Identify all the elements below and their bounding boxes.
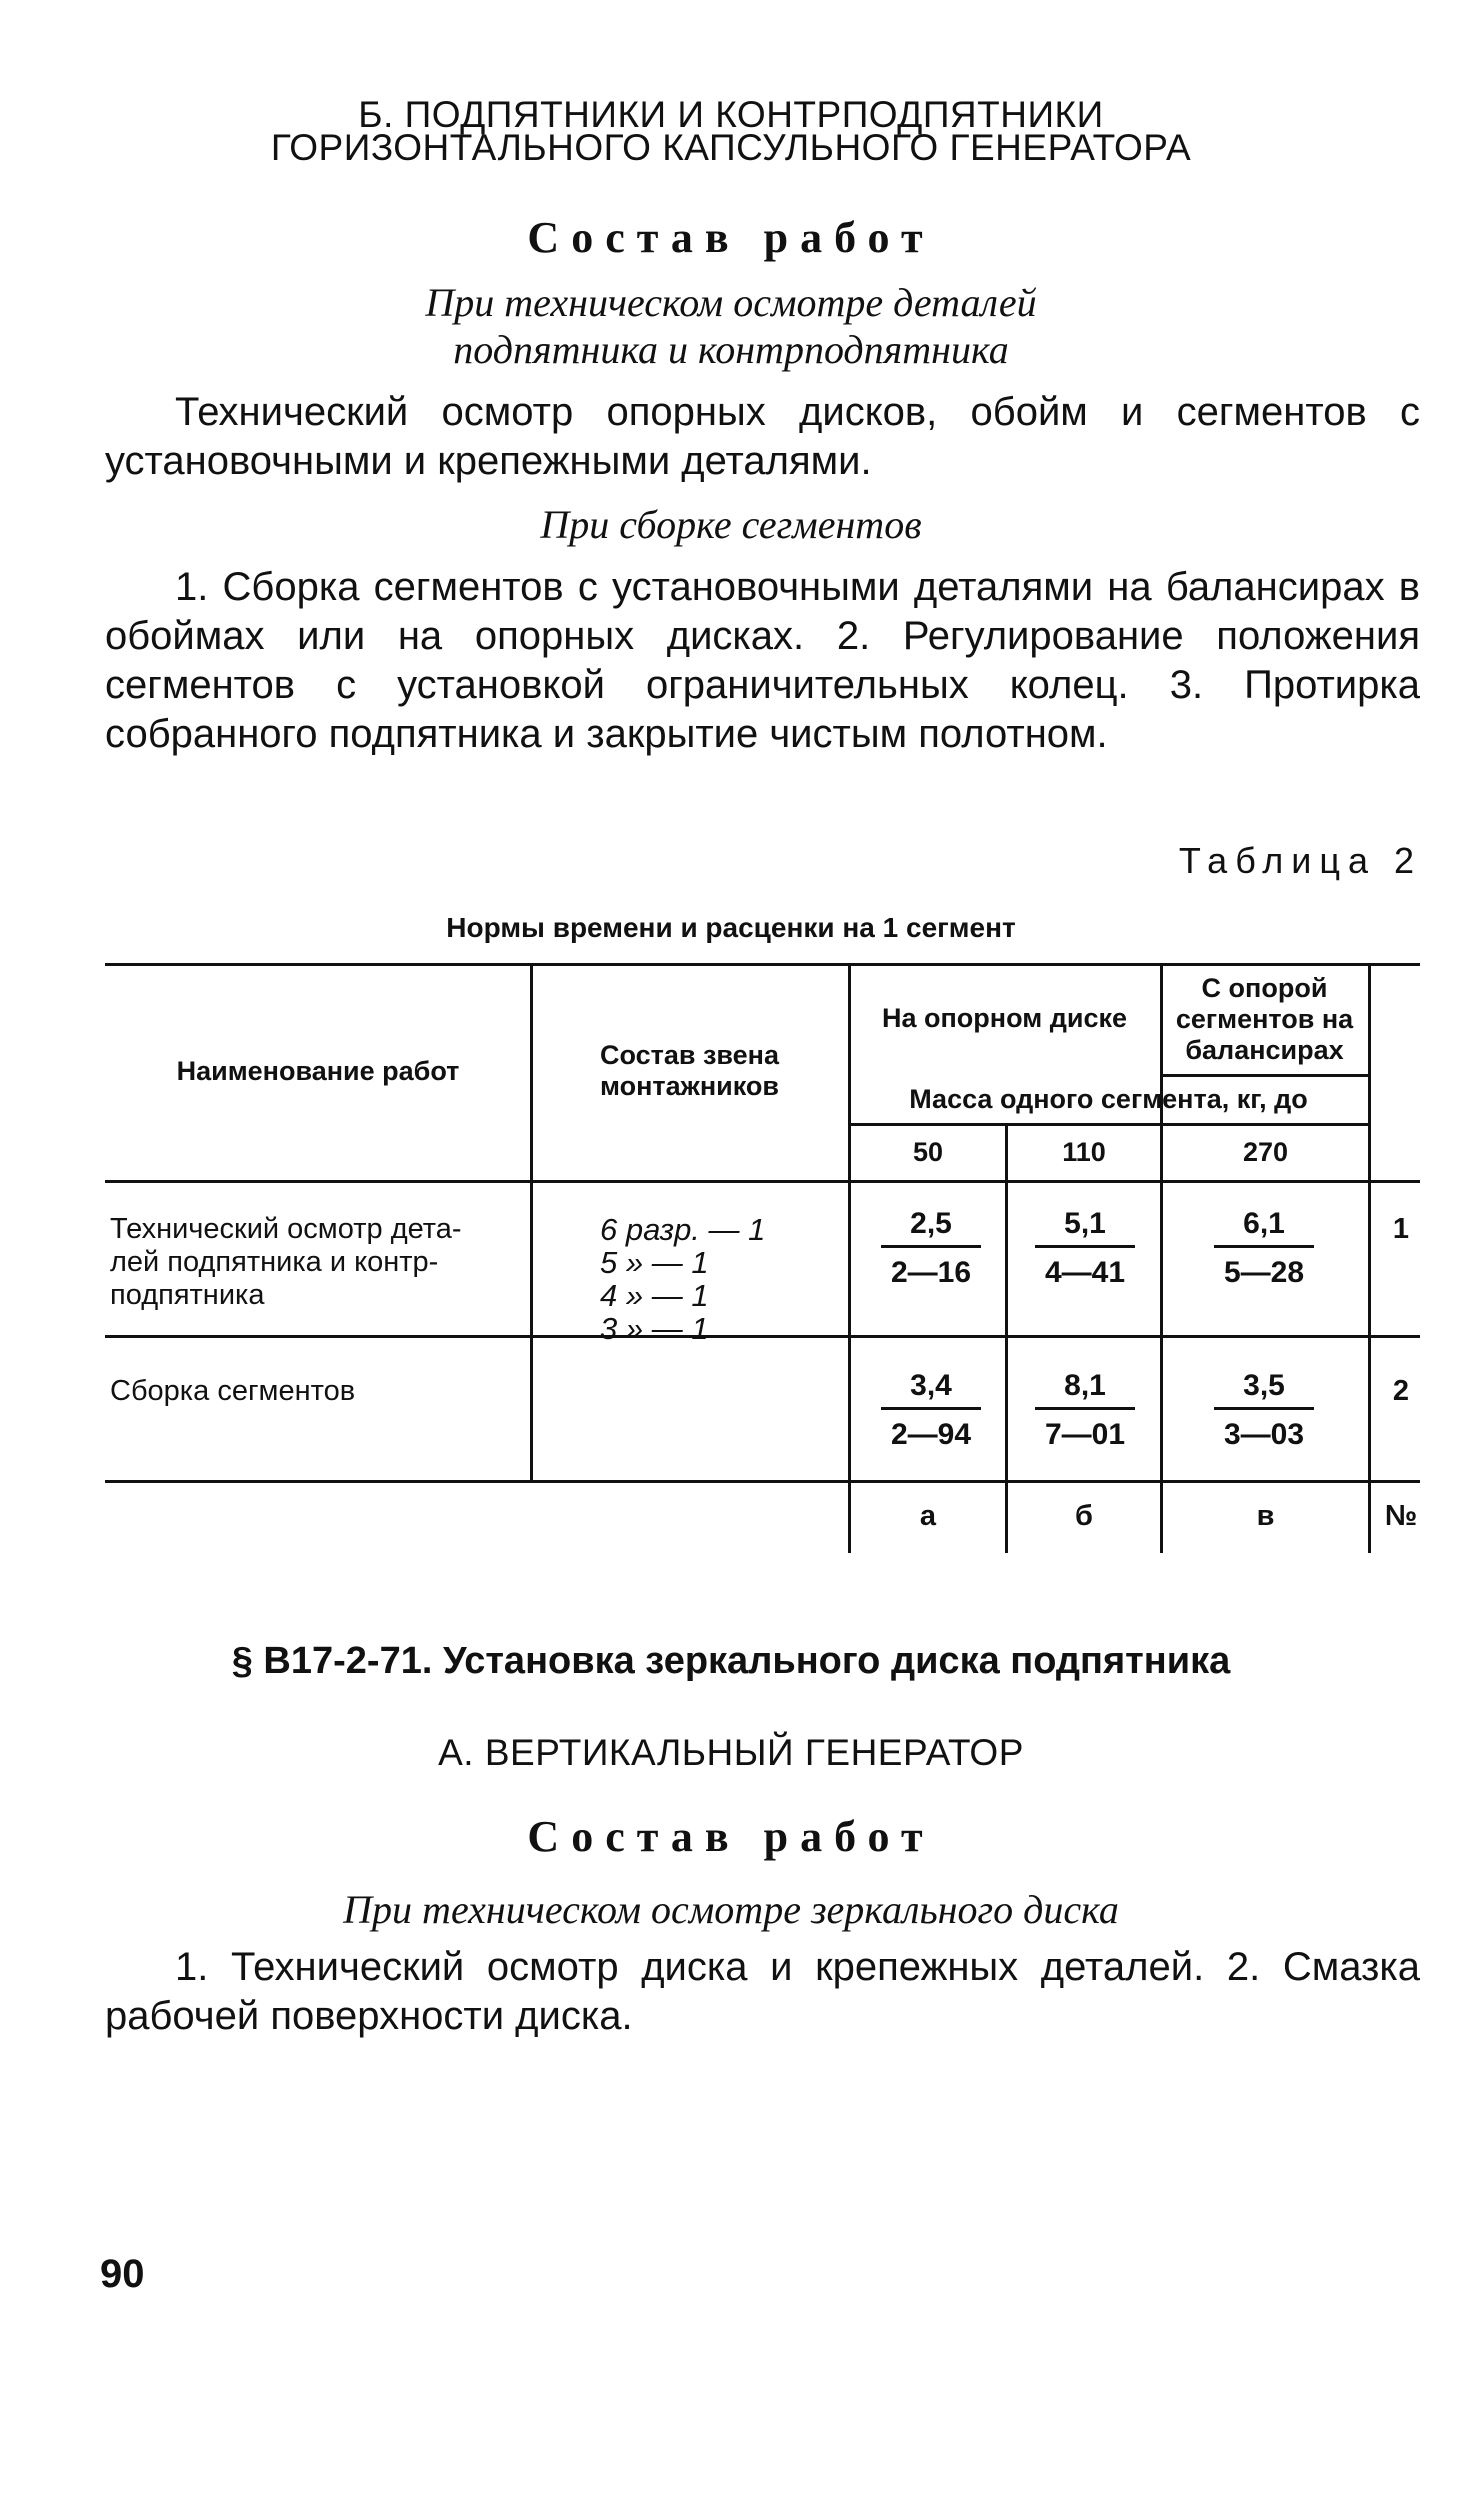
header-crew-line2: монтажников <box>600 1071 779 1101</box>
row2-c-time: 3,5 <box>1243 1369 1285 1402</box>
crew-line1: 6 разр. — 1 <box>600 1212 766 1247</box>
header-crew-line1: Состав звена <box>600 1040 779 1070</box>
table-title: Нормы времени и расценки на 1 сегмент <box>446 912 1016 943</box>
table-label: Таблица 2 <box>1178 840 1422 881</box>
section-heading-line2: ГОРИЗОНТАЛЬНОГО КАПСУЛЬНОГО ГЕНЕРАТОРА <box>270 127 1192 168</box>
row1-name-line3: подпятника <box>110 1279 265 1311</box>
header-on-disc: На опорном диске <box>881 1003 1127 1033</box>
row1-value-a <box>851 1205 1011 1292</box>
crew-line3: 4 » — 1 <box>600 1278 709 1313</box>
rule-mass-bottom <box>848 1123 1370 1126</box>
footer-col-number: № <box>1384 1500 1418 1532</box>
fraction-bar <box>1214 1245 1314 1248</box>
row1-name-line2: лей подпятника и контр- <box>110 1246 439 1278</box>
fraction-bar <box>1035 1245 1135 1248</box>
header-mass-270: 270 <box>1242 1137 1289 1167</box>
row2-a-time: 3,4 <box>910 1369 952 1402</box>
row2-number: 2 <box>1392 1375 1410 1407</box>
header-balancer-line3: балансирах <box>1185 1035 1344 1065</box>
assembly-paragraph: 1. Сборка сегментов с установочными деталями на балансирах в обоймах или на опорных дисках. 2. Регулирование положения сегментов с установкой ограничительных колец. 3. Протирка собранного подпятника и закрытие чистым полотном. <box>105 565 1420 756</box>
header-mass: Масса одного сегмента, кг, до <box>909 1084 1308 1114</box>
row2-b-time: 8,1 <box>1064 1369 1106 1402</box>
row2-value-b <box>1005 1367 1165 1454</box>
header-work-name: Наименование работ <box>176 1056 460 1086</box>
composition-title-2: Состав работ <box>527 1812 935 1861</box>
header-balancer-line2: сегментов на <box>1175 1004 1354 1034</box>
row1-c-rate: 5—28 <box>1223 1256 1305 1289</box>
row2-value-a <box>851 1367 1011 1454</box>
fraction-bar <box>881 1407 981 1410</box>
table-header-bottom-rule <box>105 1180 1420 1183</box>
row1-number: 1 <box>1392 1213 1410 1245</box>
row2-c-rate: 3—03 <box>1223 1418 1305 1451</box>
table-top-rule <box>105 963 1420 966</box>
row1-value-b <box>1005 1205 1165 1292</box>
header-balancer-line1: С опорой <box>1201 973 1328 1003</box>
crew-line4: 3 » — 1 <box>600 1311 709 1346</box>
fraction-bar <box>881 1245 981 1248</box>
row1-b-time: 5,1 <box>1064 1207 1106 1240</box>
paragraph-heading: § В17-2-71. Установка зеркального диска подпятника <box>231 1640 1231 1682</box>
col-divider-b <box>1005 1123 1008 1553</box>
mirror-disc-subheading: При техническом осмотре зеркального диска <box>343 1887 1119 1932</box>
table-body-bottom-rule <box>105 1480 1420 1483</box>
inspection-subheading-line2: подпятника и контрподпятника <box>453 327 1009 372</box>
row2-name: Сборка сегментов <box>110 1375 356 1407</box>
header-mass-110: 110 <box>1062 1137 1106 1167</box>
footer-col-c: в <box>1256 1500 1275 1532</box>
row1-b-rate: 4—41 <box>1044 1256 1126 1289</box>
section-heading-line1: Б. ПОДПЯТНИКИ И КОНТРПОДПЯТНИКИ <box>358 94 1104 135</box>
footer-col-a: а <box>919 1500 937 1532</box>
row1-c-time: 6,1 <box>1243 1207 1285 1240</box>
row1-a-time: 2,5 <box>910 1207 952 1240</box>
assembly-subheading: При сборке сегментов <box>540 502 922 547</box>
col-divider-number <box>1368 963 1371 1553</box>
mirror-disc-paragraph: 1. Технический осмотр диска и крепежных деталей. 2. Смазка рабочей поверхности диска. <box>105 1945 1420 2038</box>
inspection-paragraph: Технический осмотр опорных дисков, обойм и сегментов с установочными и крепежными деталями. <box>105 390 1420 483</box>
row2-a-rate: 2—94 <box>890 1418 972 1451</box>
inspection-subheading-line1: При техническом осмотре деталей <box>425 280 1037 325</box>
fraction-bar <box>1035 1407 1135 1410</box>
row1-a-rate: 2—16 <box>890 1256 972 1289</box>
footer-col-b: б <box>1075 1500 1093 1532</box>
row-separator <box>105 1335 1420 1338</box>
row1-name-line1: Технический осмотр дета- <box>110 1213 462 1245</box>
generator-heading: А. ВЕРТИКАЛЬНЫЙ ГЕНЕРАТОР <box>438 1732 1024 1773</box>
row2-b-rate: 7—01 <box>1044 1418 1126 1451</box>
crew-line2: 5 » — 1 <box>600 1245 709 1280</box>
header-mass-50: 50 <box>912 1137 944 1167</box>
composition-title: Состав работ <box>527 213 935 262</box>
fraction-bar <box>1214 1407 1314 1410</box>
row1-value-c <box>1184 1205 1344 1292</box>
row2-value-c <box>1184 1367 1344 1454</box>
page-number: 90 <box>100 2252 145 2296</box>
rule-balancer-bottom <box>1160 1074 1370 1077</box>
